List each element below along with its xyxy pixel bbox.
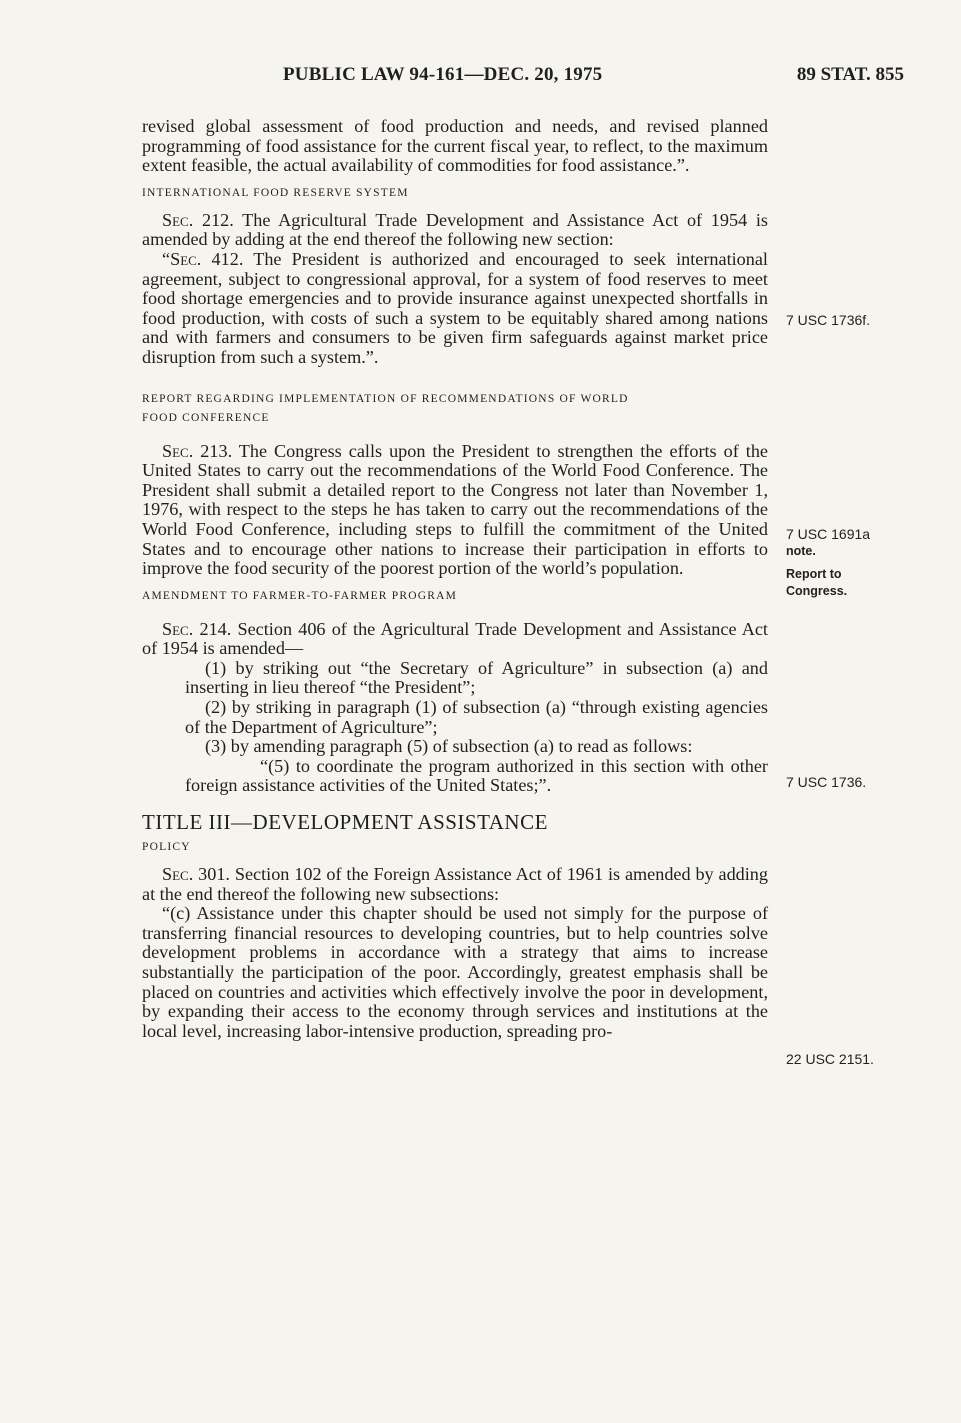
header-title: PUBLIC LAW 94-161—DEC. 20, 1975 (283, 64, 603, 85)
title-iii-heading: TITLE III—DEVELOPMENT ASSISTANCE (142, 810, 548, 835)
section-214-paragraph-5: “(5) to coordinate the program authorized in this section with other foreign assistance activities of the United States;”. (185, 755, 768, 796)
header-stat-page: 89 STAT. 855 (796, 64, 904, 85)
sec-label: Sec. (162, 440, 194, 461)
sec-label: Sec. (162, 618, 194, 639)
margin-note-report-to: Report to (786, 567, 842, 581)
section-412 (142, 250, 768, 368)
sec-label: Sec. (162, 209, 194, 230)
margin-note-7usc1736f: 7 USC 1736f. (786, 312, 871, 328)
section-214-clause-2: (2) by striking in paragraph (1) of subsection (a) “through existing agencies of the Department of Agriculture”; (185, 697, 768, 737)
section-301-text: 301. Section 102 of the Foreign Assistance Act of 1961 is amended by adding at the end thereof the following new subsections: (142, 864, 768, 904)
section-213 (142, 442, 768, 579)
heading-policy: POLICY (142, 841, 191, 854)
margin-note-22usc2151: 22 USC 2151. (786, 1051, 874, 1067)
section-213-text: 213. The Congress calls upon the President to strengthen the efforts of the United States to carry out the recommendations of the World Food Conference. The President shall submit a detailed report to the Congress not later than November 1, 1976, with respect to the steps he has taken to carry out the recommendations of the World Food Conference, including steps to fulfill the commitment of the United States and to encourage other nations to increase their participation in efforts to improve the food security of the poorest portion of the world’s population. (142, 440, 768, 579)
section-412-text: 412. The President is authorized and encouraged to seek international agreement, subject to congressional approval, for a system of food reserves to meet food shortage emergencies and to provide insurance against unexpected shortfalls in food production, with costs of such a system to be equitably shared among nations and with farmers and consumers to be given firm safeguards against market price disruption from such a system.”. (142, 248, 768, 367)
section-214-clause-3: (3) by amending paragraph (5) of subsection (a) to read as follows: (205, 736, 693, 757)
section-212 (142, 211, 768, 250)
margin-note-citation: 7 USC 1691a (786, 526, 871, 542)
body-text (142, 117, 768, 1041)
heading-report-line-1: REPORT REGARDING IMPLEMENTATION OF RECOMMENDATIONS OF WORLD (142, 392, 629, 405)
section-214 (142, 620, 768, 659)
sec-label: “Sec. (162, 248, 202, 269)
section-214-text: 214. Section 406 of the Agricultural Trade Development and Assistance Act of 1954 is amended— (142, 618, 768, 659)
running-header (0, 64, 961, 88)
paragraph-continuation: revised global assessment of food production and needs, and revised planned programming of food assistance for the current fiscal year, to reflect, to the maximum extent feasible, the actual availability of commodities for food assistance.”. (142, 116, 768, 176)
margin-note-congress: Congress. (786, 584, 848, 598)
section-214-clause-1: (1) by striking out “the Secretary of Agriculture” in subsection (a) and inserting in lieu thereof “the President”; (185, 657, 768, 698)
margin-note-7usc1736: 7 USC 1736. (786, 774, 867, 790)
heading-farmer-to-farmer: AMENDMENT TO FARMER-TO-FARMER PROGRAM (142, 589, 458, 602)
margin-note-7usc1691a (786, 526, 870, 600)
section-212-text: 212. The Agricultural Trade Development and Assistance Act of 1954 is amended by adding at the end thereof the following new section: (142, 209, 768, 250)
section-301 (142, 865, 768, 904)
section-301-subsection-c: “(c) Assistance under this chapter should be used not simply for the purpose of transferring financial resources to developing countries, but to help countries solve development problems in accordance with a strategy that aims to increase substantially the participation of the poor. Accordingly, greatest emphasis shall be placed on countries and activities which effectively involve the poor in development, by expanding their access to the economy through services and institutions at the local level, increasing labor-intensive production, spreading pro- (142, 903, 768, 1041)
margin-note-note: note. (786, 544, 816, 558)
heading-international-food-reserve: INTERNATIONAL FOOD RESERVE SYSTEM (142, 186, 409, 199)
heading-report-line-2: FOOD CONFERENCE (142, 411, 270, 424)
sec-label: Sec. (162, 864, 194, 885)
